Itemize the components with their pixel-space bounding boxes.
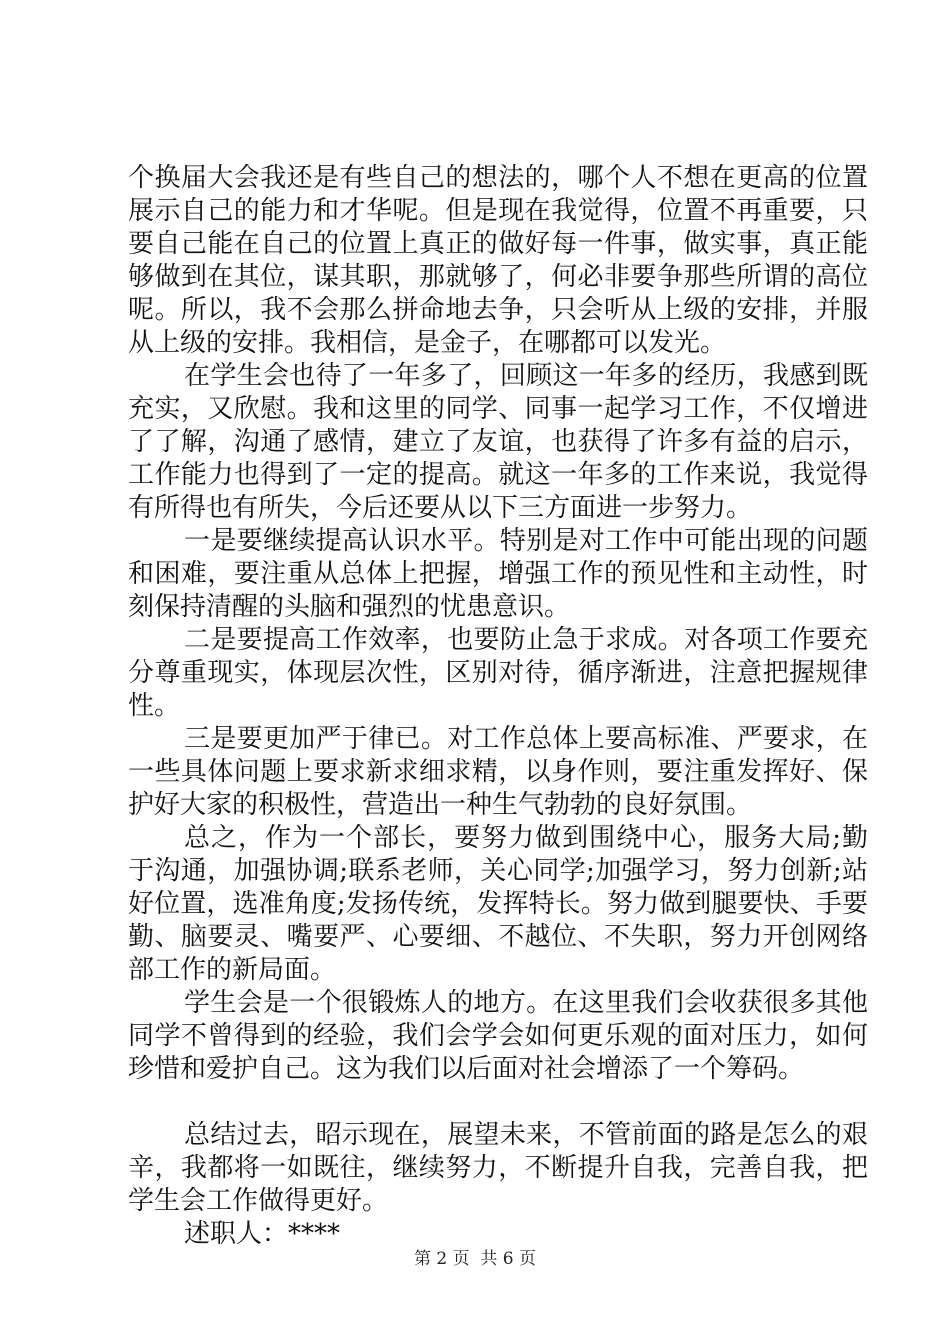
page-footer: 第 2 页 共 6 页 — [413, 1249, 537, 1269]
paragraph-continuation: 个换届大会我还是有些自己的想法的，哪个人不想在更高的位置展示自己的能力和才华呢。但是现在我觉得，位置不再重要，只要自己能在自己的位置上真正的做好每一件事，做实事，真正能够做到在其位，谋其职，那就够了，何必非要争那些所谓的高位呢。所以，我不会那么拼命地去争，只会听从上级的安排，并服从上级的安排。我相信，是金子，在哪都可以发光。 — [128, 163, 868, 358]
document-body — [128, 162, 868, 1251]
signature-line: 述职人：**** — [184, 1219, 341, 1249]
paragraph-summary: 总之，作为一个部长，要努力做到围绕中心，服务大局;勤于沟通，加强协调;联系老师，关心同学;加强学习，努力创新;站好位置，选准角度;发扬传统，发挥特长。努力做到腿要快、手要勤、脑要灵、嘴要严、心要细、不越位、不失职，努力开创网络部工作的新局面。 — [128, 823, 868, 985]
paragraph-gap — [128, 1086, 868, 1119]
paragraph-student-union: 学生会是一个很锻炼人的地方。在这里我们会收获很多其他同学不曾得到的经验，我们会学会如何更乐观的面对压力，如何珍惜和爱护自己。这为我们以后面对社会增添了一个筹码。 — [128, 988, 868, 1084]
paragraph-conclusion: 总结过去，昭示现在，展望未来，不管前面的路是怎么的艰辛，我都将一如既往，继续努力，不断提升自我，完善自我，把学生会工作做得更好。 — [128, 1120, 868, 1216]
paragraph-point-three: 三是要更加严于律已。对工作总体上要高标准、严要求，在一些具体问题上要求新求细求精，以身作则，要注重发挥好、保护好大家的积极性，营造出一种生气勃勃的良好氛围。 — [128, 724, 868, 820]
paragraph-point-one: 一是要继续提高认识水平。特别是对工作中可能出现的问题和困难，要注重从总体上把握，增强工作的预见性和主动性，时刻保持清醒的头脑和强烈的忧患意识。 — [128, 526, 868, 622]
paragraph-point-two: 二是要提高工作效率，也要防止急于求成。对各项工作要充分尊重现实，体现层次性，区别对待，循序渐进，注意把握规律性。 — [128, 625, 868, 721]
paragraph-review: 在学生会也待了一年多了，回顾这一年多的经历，我感到既充实，又欣慰。我和这里的同学、同事一起学习工作，不仅增进了了解，沟通了感情，建立了友谊，也获得了许多有益的启示，工作能力也得到了一定的提高。就这一年多的工作来说，我觉得有所得也有所失，今后还要从以下三方面进一步努力。 — [128, 361, 868, 523]
